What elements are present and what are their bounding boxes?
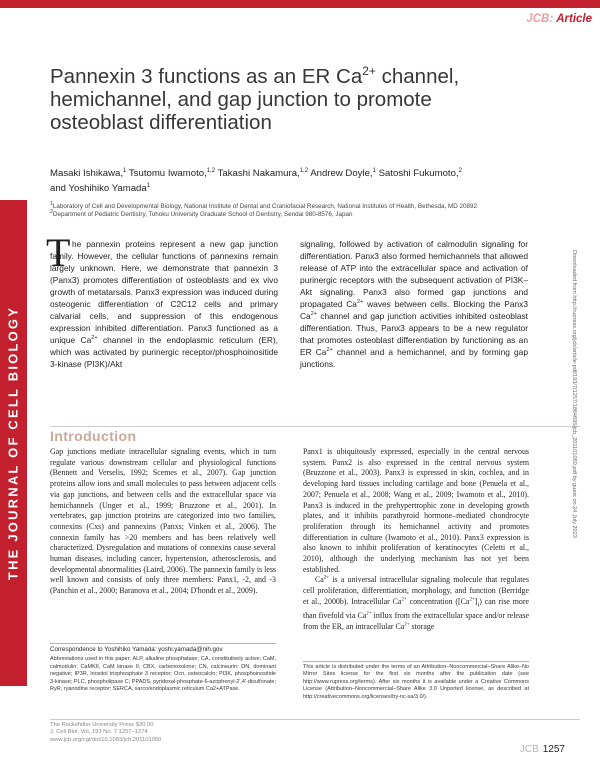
article-title: Pannexin 3 functions as an ER $Ca^{2+}$ channel, hemichannel, and gap junction to promote osteoblast differentiation <box>50 64 460 134</box>
header-bar <box>0 0 600 8</box>
body-right-column <box>303 447 529 633</box>
download-watermark: Downloaded from http://rupress.org/jcb/article-pdf/193/7/1257/1864695/jcb_201101050.pdf by guest on 24 July 2023 <box>571 250 577 538</box>
license-note: This article is distributed under the terms of an Attribution–Noncommercial–Share Alike–No Mirror Sites license for the first six months after the publication date (see http://www.rupress.org/terms). After six months it is available under a Creative Commons License (Attribution–Noncommercial–Share Alike 3.0 Unported license, as described at http://creativecommons.org/licenses/by-nc-sa/3.0/). <box>303 664 529 700</box>
author: Takashi Nakamura,$^{1,2}$ <box>217 168 309 180</box>
introduction-heading: Introduction <box>50 428 137 444</box>
section-label: Article <box>556 13 592 25</box>
abbreviations-note: Abbreviations used in this paper: ALP, alkaline phosphatase; CA, constitutively active; CaM, calmodulin; CaMKII, CaM kinase II; CBX, carbenoxolone; CN, calcineurin; DN, dominant negative; IP3R, inositol trisphosphate 3 receptor; Ocn, osteocalcin; PI3K, phosphoinositide 3-kinase; PLC, phospholipase C; PPADS, pyridoxal-phosphate-6-azophenyl-2',4'-disulfonate; RyR, ryanodine receptor; SERCA, sarco/endoplasmic reticulum Ca2+ATPase. <box>50 656 276 693</box>
footnote-divider <box>50 643 276 644</box>
abstract-right-column: signaling, followed by activation of calmodulin signaling for differentiation. Panx3 also formed hemichannels that allowed release of ATP into the extracellular space and activation of purinergic receptors with the subsequent activation of PI3K–Akt signaling. Panx3 also formed gap junctions and propagated $Ca^{2+}$ waves between cells. Blocking the Panx3 $Ca^{2+}$ channel and gap junction activities inhibited osteoblast differentiation. Thus, Panx3 appears to be a new regulator that promotes osteoblast differentiation by functioning as an ER $Ca^{2+}$ channel and a hemichannel, and by forming gap junctions. <box>300 239 528 369</box>
body-left-column <box>50 447 276 597</box>
affiliation: $^1$Laboratory of Cell and Developmental Biology, National Institute of Dental and Craniofacial Research, National Institutes of Health, Bethesda, MD 20892 <box>50 201 478 211</box>
author-list <box>50 165 520 195</box>
author: Satoshi Fukumoto,$^2$ <box>378 168 462 180</box>
author: and Yoshihiko Yamada$^1$ <box>50 183 151 195</box>
section-divider <box>50 426 580 427</box>
paragraph: $Ca^{2+}$ is a universal intracellular signaling molecule that regulates cell proliferation, differentiation, morphology, and function (Berridge et al., 2000b). Intracellular $Ca^{2+}$ concentration $([Ca^{2+}]_i)$ can rise more than fivefold via $Ca^{2+}$ influx from the extracellular space and/or release from the ER, an intracellular $Ca^{2+}$ storage <box>303 575 529 631</box>
page-number: JCB 1257 <box>519 744 565 755</box>
author: Masaki Ishikawa,$^1$ <box>50 168 127 180</box>
footer-divider <box>50 719 580 720</box>
paragraph: Panx1 is ubiquitously expressed, especially in the central nervous system. Panx2 is also expressed in the central nervous system (Bruzzone et al., 2003). Panx3 is expressed in skin, cochlea, and in developing hard tissues including cartilage and bone (Penuela et al., 2007; Penuela et al., 2008; Wang et al., 2009; Iwamoto et al., 2010). Panx3 is induced in the prehypertrophic zone in developing growth plates, and it inhibits parathyroid hormone–mediated chondrocyte proliferation through its hemichannel activity and promotes differentiation in culture (Iwamoto et al., 2010). Panx3 expression is also known to inhibit proliferation of keratinocytes (Celetti et al., 2010), although the underlying mechanism has not yet been established. <box>303 447 529 574</box>
abstract-left-column: he pannexin proteins represent a new gap junction family. However, the cellular functions of pannexins remain largely unknown. Here, we demonstrate that pannexin 3 (Panx3) promotes differentiation of osteoblasts and ex vivo growth of metatarsals. Panx3 expression was induced during osteogenic differentiation of C2C12 cells and primary calvarial cells, and suppression of this endogenous expression inhibited differentiation. Panx3 functioned as a unique $Ca^{2+}$ channel in the endoplasmic reticulum (ER), which was activated by purinergic receptor/phosphoinositide 3-kinase (PI3K)/Akt <box>50 239 278 369</box>
license-divider <box>303 661 529 662</box>
abstract-dropcap: T <box>46 230 71 275</box>
journal-abbrev: JCB: <box>526 13 554 25</box>
affiliation: $^2$Department of Pediatric Dentistry, Tohoku University Graduate School of Dentistry, Sendai 980-8576, Japan <box>50 209 353 219</box>
paragraph: Gap junctions mediate intracellular signaling events, which in turn regulate various downstream cellular and physiological functions (Bennett and Verselis, 1992; Scemes et al., 2007). Gap junction proteins allow ions and small molecules to pass between adjacent cells via gap junctions, and between cells and the extracellular space via hemichannels (Unger et al., 1999; Bruzzone et al., 2001). In vertebrates, gap junction proteins are categorized into two families, connexins (Cxs) and pannexins (Panxs; Vinken et al., 2006). The connexin family has >20 members and has been relatively well characterized. Dysregulation and mutations of connexins cause several human diseases, including cancer, hypertension, atherosclerosis, and developmental abnormalities (Laird, 2006). The pannexin family is less well known and consists of only three members: Panx1, -2, and -3 (Panchin et al., 2000; Baranova et al., 2004; D'hondt et al., 2009). <box>50 447 276 596</box>
journal-section-tag <box>526 13 592 25</box>
author: Tsutomu Iwamoto,$^{1,2}$ <box>128 168 216 180</box>
journal-name-vertical: THE JOURNAL OF CELL BIOLOGY <box>5 305 21 581</box>
publication-info: The Rockefeller University Press $30.00 J. Cell Biol. Vol. 193 No. 7 1257–1274 www.jcb.org/cgi/doi/10.1083/jcb.201101050 <box>50 722 350 744</box>
author: Andrew Doyle,$^1$ <box>310 168 376 180</box>
correspondence-note: Correspondence to Yoshihiko Yamada: yoshi.yamada@nih.gov <box>50 646 223 653</box>
doi-link[interactable]: www.jcb.org/cgi/doi/10.1083/jcb.201101050 <box>50 736 162 743</box>
